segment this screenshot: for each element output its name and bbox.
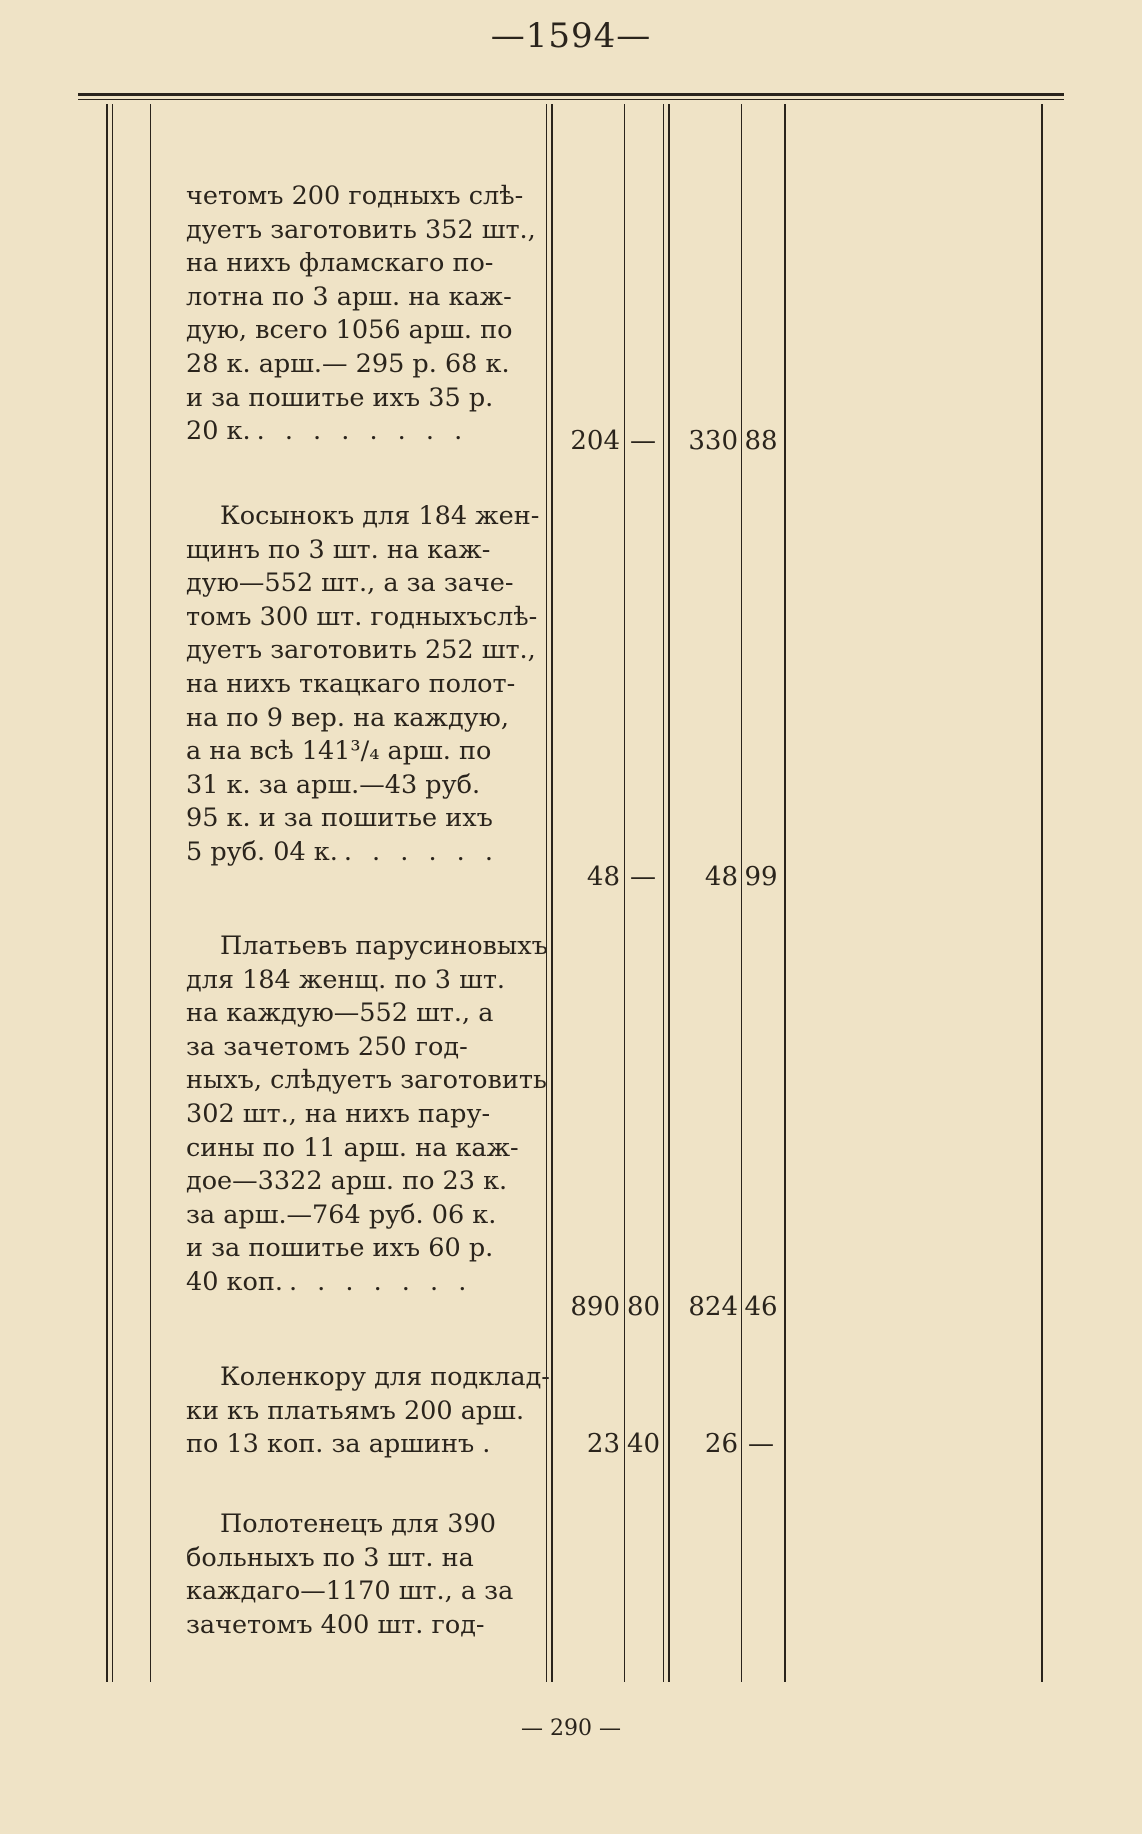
- entry-line: ныхъ, слѣдуетъ заготовить: [186, 1065, 547, 1096]
- page-number-top: —1594—: [490, 16, 652, 56]
- entry-3-amount-rub: 890: [570, 1292, 620, 1322]
- entry-2-text: [186, 500, 542, 870]
- leader-dots: . . . . . . . .: [256, 416, 469, 447]
- entry-line: дуетъ заготовить 252 шт.,: [186, 635, 536, 666]
- entry-4-amount-kop: 40: [627, 1429, 661, 1459]
- entry-line: и за пошитье ихъ 60 р.: [186, 1233, 494, 1264]
- column-border-kop2: [741, 104, 742, 1682]
- entry-line: Коленкору для подклад-: [220, 1362, 550, 1392]
- entry-5-text: [186, 1508, 542, 1642]
- entry-1-text: [186, 180, 542, 449]
- entry-2-amount2-kop: 99: [744, 862, 778, 892]
- entry-line: дую—552 шт., а за заче-: [186, 568, 514, 599]
- entry-1-amount2-rub: 330: [688, 426, 738, 456]
- entry-line: лотна по 3 арш. на каж-: [186, 281, 512, 312]
- entry-last-line: 20 к.: [186, 416, 251, 447]
- entry-4-amount2-kop: —: [748, 1429, 774, 1459]
- entry-line: и за пошитье ихъ 35 р.: [186, 382, 494, 413]
- entry-line: четомъ 200 годныхъ слѣ-: [186, 181, 524, 211]
- column-border-left-inner: [112, 104, 113, 1682]
- entry-3-amount2-kop: 46: [744, 1292, 778, 1322]
- column-border-kop1: [624, 104, 625, 1682]
- top-double-rule-thin: [78, 99, 1064, 100]
- entry-line: на нихъ фламскаго по-: [186, 248, 494, 279]
- entry-line: ки къ платьямъ 200 арш.: [186, 1395, 525, 1426]
- entry-2-amount-kop: —: [630, 862, 656, 892]
- entry-3-amount2-rub: 824: [688, 1292, 738, 1322]
- entry-line: больныхъ по 3 шт. на: [186, 1542, 474, 1573]
- entry-line: дое—3322 арш. по 23 к.: [186, 1166, 508, 1197]
- entry-line: на каждую—552 шт., а: [186, 998, 494, 1029]
- entry-line: на по 9 вер. на каждую,: [186, 702, 509, 733]
- entry-1-amount2-kop: 88: [744, 426, 778, 456]
- entry-line: зачетомъ 400 шт. год-: [186, 1609, 485, 1640]
- leader-dots: . . . . . . .: [288, 1266, 473, 1297]
- entry-4-amount2-rub: 26: [704, 1429, 738, 1459]
- entry-line: для 184 женщ. по 3 шт.: [186, 964, 506, 995]
- entry-line: за зачетомъ 250 год-: [186, 1031, 468, 1062]
- entry-line: 302 шт., на нихъ пару-: [186, 1098, 491, 1129]
- column-border-margin: [150, 104, 151, 1682]
- entry-line: 31 к. за арш.—43 руб.: [186, 769, 481, 800]
- column-border-right-outer: [1041, 104, 1043, 1682]
- entry-4-amount-rub: 23: [586, 1429, 620, 1459]
- entry-line: 95 к. и за пошитье ихъ: [186, 803, 493, 834]
- page-number-bottom: — 290 —: [521, 1716, 621, 1741]
- entry-line: дую, всего 1056 арш. по: [186, 315, 513, 346]
- entry-line: дуетъ заготовить 352 шт.,: [186, 214, 536, 245]
- entry-line: каждаго—1170 шт., а за: [186, 1576, 514, 1607]
- entry-last-line: 5 руб. 04 к.: [186, 836, 338, 867]
- top-double-rule: [78, 93, 1064, 96]
- entry-line: Полотенецъ для 390: [220, 1509, 496, 1539]
- entry-line: сины по 11 арш. на каж-: [186, 1132, 519, 1163]
- column-border-right-text: [784, 104, 786, 1682]
- entry-2-amount2-rub: 48: [704, 862, 738, 892]
- column-border-text: [546, 104, 547, 1682]
- entry-line: томъ 300 шт. годныхъслѣ-: [186, 601, 538, 632]
- entry-line: за арш.—764 руб. 06 к.: [186, 1199, 497, 1230]
- entry-line: щинъ по 3 шт. на каж-: [186, 534, 491, 565]
- column-border-left-outer: [106, 104, 108, 1682]
- entry-line: Платьевъ парусиновыхъ: [220, 931, 548, 961]
- entry-1-amount-rub: 204: [570, 426, 620, 456]
- column-border-amount2a: [663, 104, 664, 1682]
- entry-3-text: [186, 930, 548, 1300]
- column-border-amount2b: [668, 104, 670, 1682]
- entry-last-line: 40 коп.: [186, 1266, 283, 1297]
- entry-1-amount-kop: —: [630, 426, 656, 456]
- entry-3-amount-kop: 80: [627, 1292, 661, 1322]
- leader-dots: . . . . . .: [343, 836, 499, 867]
- entry-line: а на всѣ 141³/₄ арш. по: [186, 736, 492, 767]
- entry-last-line: по 13 коп. за аршинъ .: [186, 1429, 491, 1460]
- entry-2-amount-rub: 48: [586, 862, 620, 892]
- entry-4-text: [186, 1361, 550, 1462]
- entry-line: 28 к. арш.— 295 р. 68 к.: [186, 348, 510, 379]
- entry-line: Косынокъ для 184 жен-: [220, 501, 540, 531]
- entry-line: на нихъ ткацкаго полот-: [186, 668, 516, 699]
